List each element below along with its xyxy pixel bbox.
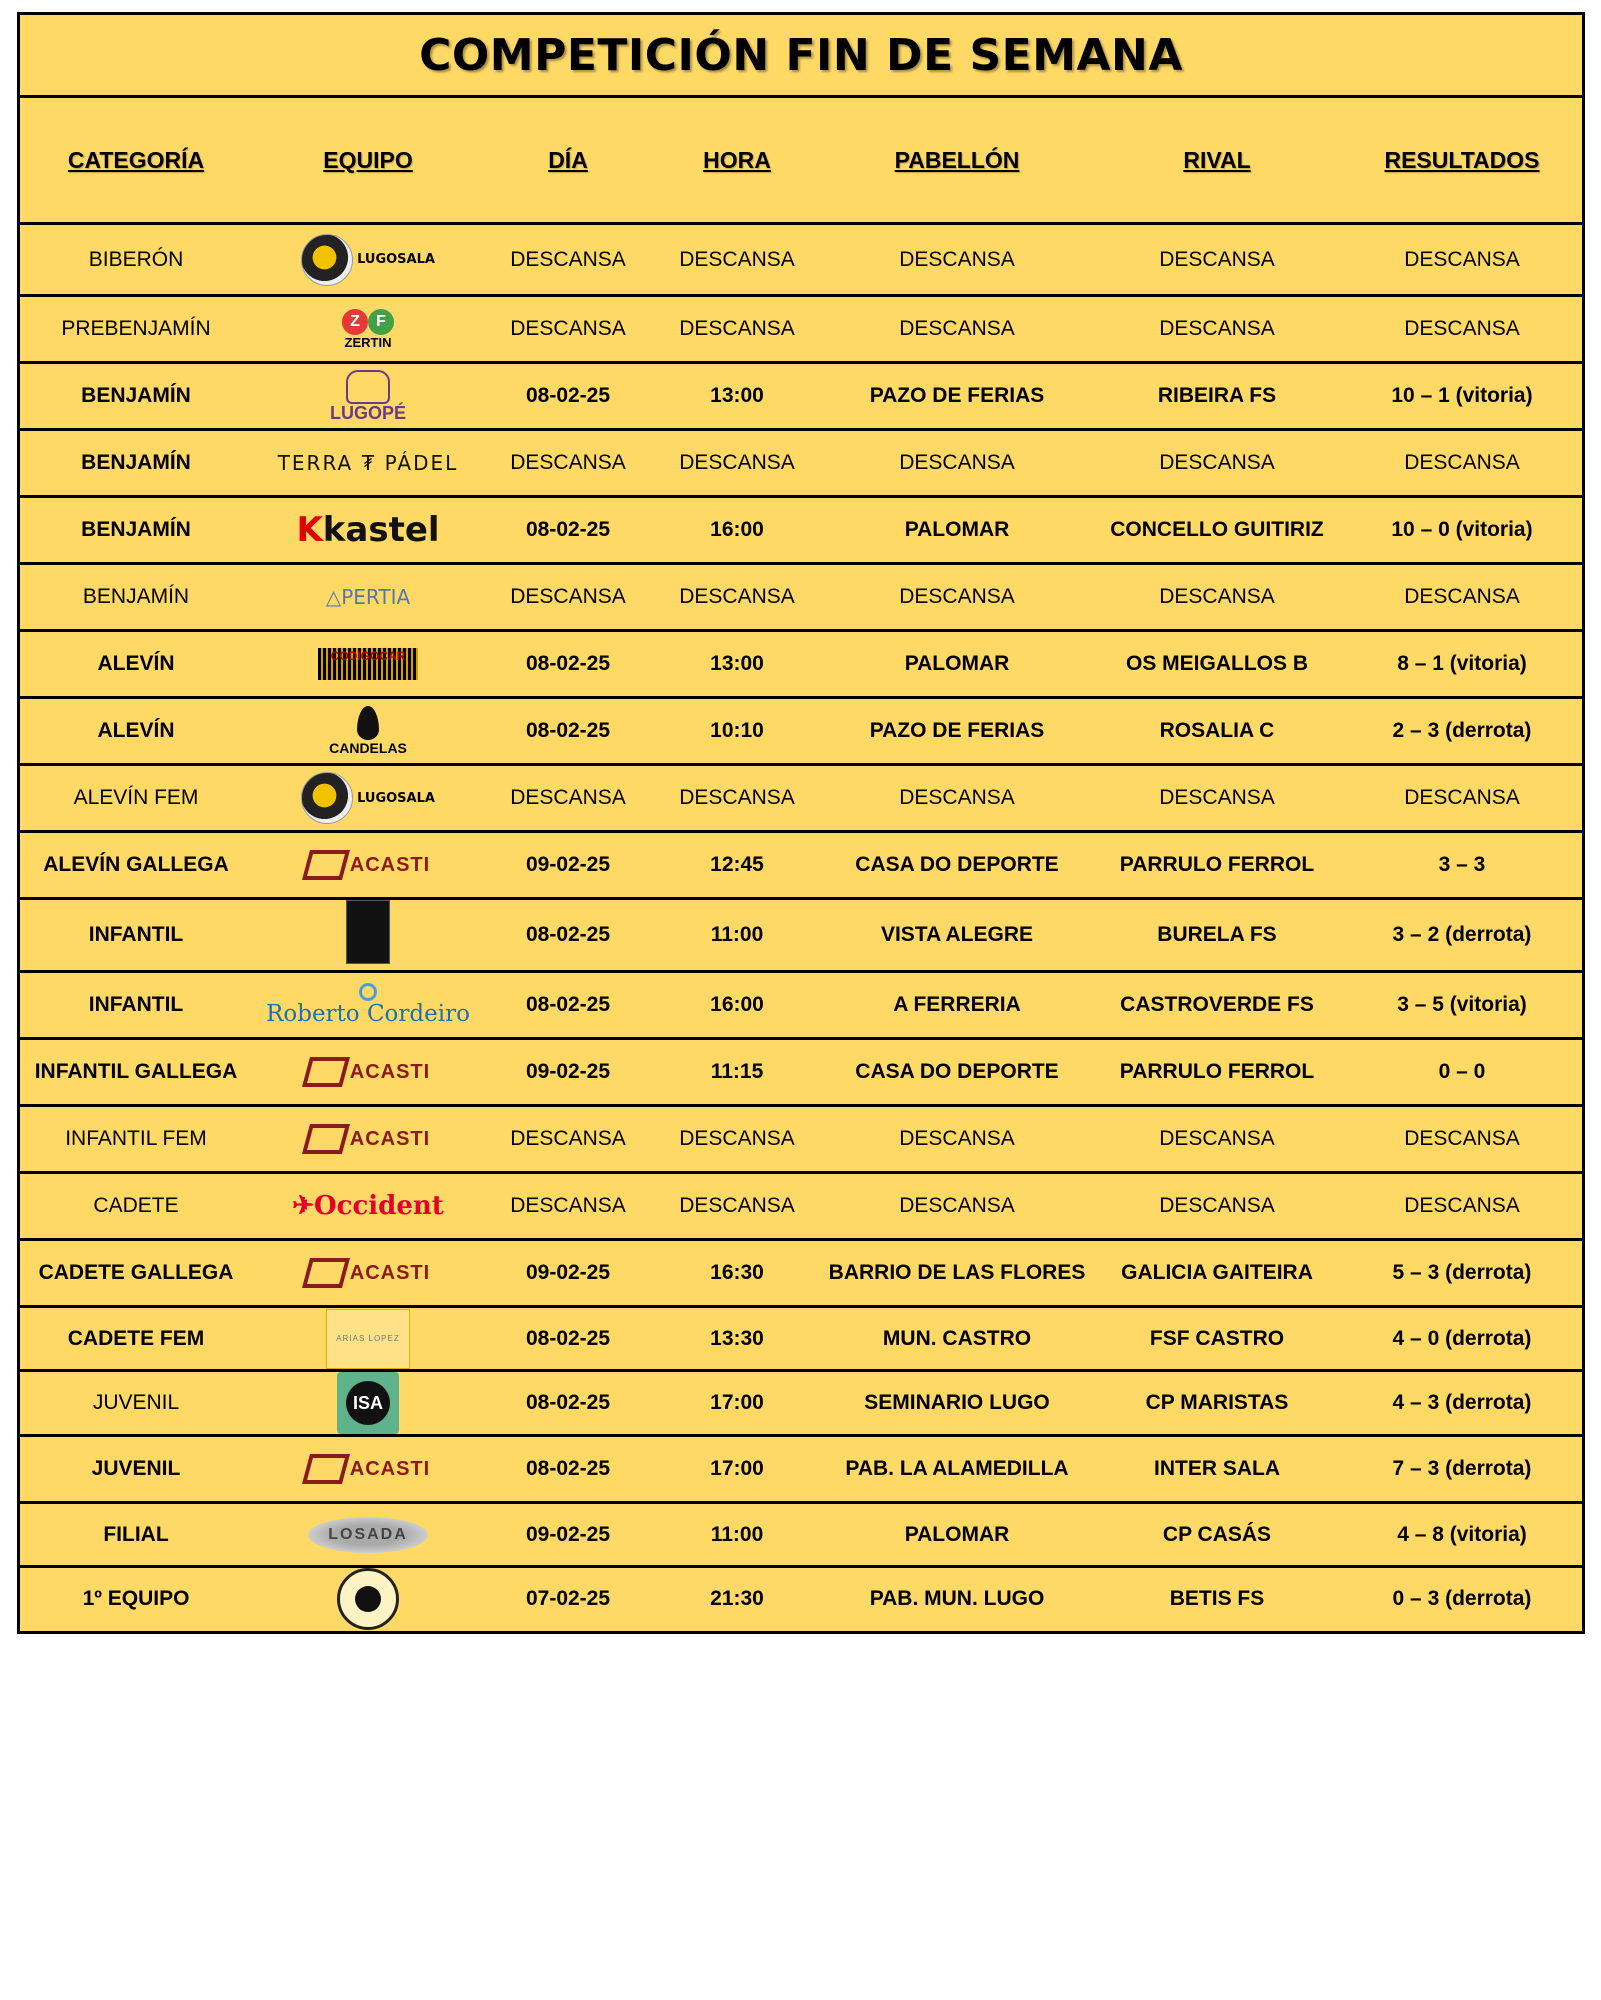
cell-time: DESCANSA [652,296,822,363]
cell-category: PREBENJAMÍN [20,296,252,363]
cell-rival: BURELA FS [1092,899,1342,972]
cell-day: DESCANSA [484,296,652,363]
cell-venue: PALOMAR [822,1503,1092,1567]
cell-rival: INTER SALA [1092,1436,1342,1503]
lugope-emblem-icon [346,370,390,404]
table-row [20,1106,1582,1173]
cell-result: 4 – 0 (derrota) [1342,1307,1582,1371]
lugosala-logo [301,252,435,291]
table-row [20,430,1582,497]
table-row [20,1436,1582,1503]
cell-team-logo [252,1039,484,1106]
cell-rival: CP MARISTAS [1092,1371,1342,1436]
cell-result: 10 – 0 (vitoria) [1342,497,1582,564]
logo-text: ACASTI [349,853,431,876]
cell-day: 08-02-25 [484,1436,652,1503]
table-row [20,698,1582,765]
cell-rival: CONCELLO GUITIRIZ [1092,497,1342,564]
cell-category: ALEVÍN [20,631,252,698]
logo-text: LUGOSALA [357,252,435,267]
cell-category: CADETE [20,1173,252,1240]
cell-team-logo [252,1106,484,1173]
cell-day: 08-02-25 [484,363,652,430]
cell-time: DESCANSA [652,224,822,296]
cell-venue: PALOMAR [822,631,1092,698]
zertin-logo [342,308,394,350]
cell-result: 4 – 8 (vitoria) [1342,1503,1582,1567]
cell-result: 8 – 1 (vitoria) [1342,631,1582,698]
cell-team-logo [252,224,484,296]
lugope-logo [329,386,406,423]
cell-team-logo [252,1436,484,1503]
cell-rival: PARRULO FERROL [1092,1039,1342,1106]
acasti-emblem-icon [302,1454,350,1484]
cell-day: DESCANSA [484,430,652,497]
cell-time: DESCANSA [652,430,822,497]
cell-day: 08-02-25 [484,1307,652,1371]
cell-venue: DESCANSA [822,1173,1092,1240]
cell-result: DESCANSA [1342,1106,1582,1173]
acasti-emblem-icon [302,1258,350,1288]
header-rival: RIVAL [1183,146,1251,173]
losada-logo [308,1521,428,1544]
cell-venue: CASA DO DEPORTE [822,1039,1092,1106]
cell-team-logo [252,430,484,497]
cell-team-logo [252,1173,484,1240]
roberto-emblem-icon [359,983,377,1001]
header-team: EQUIPO [323,146,413,173]
cell-venue: CASA DO DEPORTE [822,832,1092,899]
table-row [20,1307,1582,1371]
cell-category: BENJAMÍN [20,363,252,430]
header-time: HORA [703,146,771,173]
table-row [20,296,1582,363]
cell-result: DESCANSA [1342,224,1582,296]
isa-logo [337,1391,399,1414]
cell-team-logo [252,1567,484,1631]
cell-team-logo [252,631,484,698]
cell-time: 11:00 [652,899,822,972]
cell-rival: DESCANSA [1092,1106,1342,1173]
table-row [20,497,1582,564]
table-row [20,832,1582,899]
cell-time: 16:30 [652,1240,822,1307]
cell-venue: DESCANSA [822,430,1092,497]
cell-category: ALEVÍN FEM [20,765,252,832]
acasti-logo [306,1261,431,1293]
acasti-logo [306,1060,431,1092]
table-row [20,564,1582,631]
cell-team-logo [252,899,484,972]
cell-time: 10:10 [652,698,822,765]
cell-venue: PAZO DE FERIAS [822,363,1092,430]
cell-rival: DESCANSA [1092,296,1342,363]
cell-category: ALEVÍN GALLEGA [20,832,252,899]
cell-category: 1º EQUIPO [20,1567,252,1631]
cell-day: DESCANSA [484,224,652,296]
cell-result: DESCANSA [1342,1173,1582,1240]
logo-text: CODIGOCAR [318,648,418,664]
logo-text: ACASTI [349,1457,431,1480]
acasti-emblem-icon [302,850,350,880]
cell-team-logo [252,1371,484,1436]
cell-time: 17:00 [652,1436,822,1503]
cell-rival: CP CASÁS [1092,1503,1342,1567]
pertia-logo [326,586,410,609]
cell-day: 07-02-25 [484,1567,652,1631]
cell-time: 16:00 [652,972,822,1039]
table-row [20,765,1582,832]
cell-day: 08-02-25 [484,497,652,564]
cell-rival: DESCANSA [1092,1173,1342,1240]
cell-venue: DESCANSA [822,564,1092,631]
acasti-emblem-icon [302,1124,350,1154]
cell-day: 08-02-25 [484,899,652,972]
cell-day: 09-02-25 [484,832,652,899]
roberto-cordeiro-logo [266,983,470,1027]
cell-venue: DESCANSA [822,224,1092,296]
cell-result: 2 – 3 (derrota) [1342,698,1582,765]
kastel-k-icon: K [296,510,323,550]
cell-team-logo [252,564,484,631]
cell-day: 09-02-25 [484,1039,652,1106]
cell-day: 09-02-25 [484,1240,652,1307]
cell-venue: MUN. CASTRO [822,1307,1092,1371]
cell-category: CADETE GALLEGA [20,1240,252,1307]
adc-lugo-sala-crest-icon [337,1568,399,1630]
logo-text: ARIAS LOPEZ [326,1309,410,1369]
cell-category: BENJAMÍN [20,497,252,564]
header-venue: PABELLÓN [894,146,1020,173]
cell-time: 21:30 [652,1567,822,1631]
logo-text: kastel [322,510,440,550]
cell-rival: BETIS FS [1092,1567,1342,1631]
header-category: CATEGORÍA [67,146,205,173]
zertin-emblem-icon: Z F [342,309,394,335]
cell-category: INFANTIL FEM [20,1106,252,1173]
cell-rival: DESCANSA [1092,765,1342,832]
cell-day: 08-02-25 [484,972,652,1039]
barcode-icon [318,664,418,680]
logo-text: ACASTI [349,1261,431,1284]
cell-team-logo [252,1307,484,1371]
cell-rival: GALICIA GAITEIRA [1092,1240,1342,1307]
asteds-logo [346,946,390,969]
cell-venue: DESCANSA [822,765,1092,832]
table-row [20,1173,1582,1240]
cell-result: DESCANSA [1342,564,1582,631]
cell-result: 3 – 2 (derrota) [1342,899,1582,972]
cell-result: DESCANSA [1342,765,1582,832]
cell-team-logo [252,698,484,765]
logo-text: LOSADA [308,1517,428,1553]
cell-team-logo [252,1503,484,1567]
cell-venue: DESCANSA [822,1106,1092,1173]
cell-result: DESCANSA [1342,430,1582,497]
cell-result: 0 – 3 (derrota) [1342,1567,1582,1631]
schedule-sheet [17,12,1585,1634]
cell-day: DESCANSA [484,765,652,832]
kastel-logo [296,510,440,550]
logo-text: ACASTI [349,1060,431,1083]
cell-venue: SEMINARIO LUGO [822,1371,1092,1436]
logo-text: TERRA ₮ PÁDEL [277,451,459,475]
cell-venue: PAB. MUN. LUGO [822,1567,1092,1631]
cell-category: INFANTIL [20,972,252,1039]
cell-category: JUVENIL [20,1371,252,1436]
cell-venue: PALOMAR [822,497,1092,564]
cell-venue: PAB. LA ALAMEDILLA [822,1436,1092,1503]
table-row [20,631,1582,698]
cell-time: 13:00 [652,631,822,698]
occident-logo [292,1191,444,1221]
cell-team-logo [252,1240,484,1307]
cell-category: INFANTIL GALLEGA [20,1039,252,1106]
header-day: DÍA [548,146,588,173]
cell-team-logo [252,972,484,1039]
candelas-logo [329,722,407,756]
page-title: COMPETICIÓN FIN DE SEMANA [419,29,1183,81]
cell-time: 11:00 [652,1503,822,1567]
cell-time: 13:00 [652,363,822,430]
table-row [20,1503,1582,1567]
logo-text: ZERTIN [344,334,392,350]
flame-icon [357,706,379,740]
cell-category: JUVENIL [20,1436,252,1503]
occident-emblem-icon: ✈ [292,1191,314,1221]
acasti-logo [306,1457,431,1489]
cell-time: 11:15 [652,1039,822,1106]
table-row [20,224,1582,296]
cell-rival: ROSALIA C [1092,698,1342,765]
table-row [20,899,1582,972]
terra-padel-logo [278,452,459,475]
cell-rival: PARRULO FERROL [1092,832,1342,899]
logo-text: Roberto Cordeiro [266,1001,470,1027]
cell-result: 3 – 5 (vitoria) [1342,972,1582,1039]
cell-time: 17:00 [652,1371,822,1436]
cell-result: DESCANSA [1342,296,1582,363]
cell-venue: BARRIO DE LAS FLORES [822,1240,1092,1307]
cell-rival: RIBEIRA FS [1092,363,1342,430]
cell-team-logo [252,296,484,363]
cell-category: BIBERÓN [20,224,252,296]
cell-venue: PAZO DE FERIAS [822,698,1092,765]
cell-day: 08-02-25 [484,631,652,698]
table-row [20,1567,1582,1631]
table-row [20,972,1582,1039]
cell-team-logo [252,832,484,899]
cell-category: INFANTIL [20,899,252,972]
cell-rival: DESCANSA [1092,224,1342,296]
cell-result: 4 – 3 (derrota) [1342,1371,1582,1436]
header-row [20,98,1582,224]
acasti-logo [306,1127,431,1159]
acasti-logo [306,853,431,885]
cell-day: 08-02-25 [484,698,652,765]
cell-day: DESCANSA [484,564,652,631]
header-results: RESULTADOS [1384,146,1540,173]
logo-text: CANDELAS [329,740,407,756]
adc-lugo-sala-logo [337,1594,399,1617]
logo-text: LUGOPÉ [329,403,406,423]
logo-text: ACASTI [349,1127,431,1150]
cell-category: FILIAL [20,1503,252,1567]
table-row [20,1240,1582,1307]
cell-time: 13:30 [652,1307,822,1371]
schedule-table [20,98,1582,1631]
cell-result: 10 – 1 (vitoria) [1342,363,1582,430]
logo-text: PERTIA [341,585,411,609]
cell-result: 7 – 3 (derrota) [1342,1436,1582,1503]
cell-result: 3 – 3 [1342,832,1582,899]
cell-time: 12:45 [652,832,822,899]
table-row [20,1371,1582,1436]
cell-category: BENJAMÍN [20,430,252,497]
cell-day: DESCANSA [484,1106,652,1173]
cell-rival: CASTROVERDE FS [1092,972,1342,1039]
cell-venue: DESCANSA [822,296,1092,363]
cell-day: DESCANSA [484,1173,652,1240]
cell-team-logo [252,497,484,564]
cell-rival: OS MEIGALLOS B [1092,631,1342,698]
codigocar-logo [318,642,418,665]
logo-text: Occident [313,1191,444,1221]
table-row [20,363,1582,430]
table-row [20,1039,1582,1106]
lugosala-emblem-icon [301,234,353,286]
cell-day: 08-02-25 [484,1371,652,1436]
cell-team-logo [252,363,484,430]
cell-rival: DESCANSA [1092,564,1342,631]
cell-time: DESCANSA [652,1106,822,1173]
cell-time: DESCANSA [652,765,822,832]
cell-rival: FSF CASTRO [1092,1307,1342,1371]
cell-category: BENJAMÍN [20,564,252,631]
cell-rival: DESCANSA [1092,430,1342,497]
lugosala-emblem-icon [301,772,353,824]
cell-result: 5 – 3 (derrota) [1342,1240,1582,1307]
cell-category: ALEVÍN [20,698,252,765]
pertia-triangle-icon: △ [325,585,342,609]
logo-text: ISA [346,1381,390,1425]
acasti-emblem-icon [302,1057,350,1087]
cell-category: CADETE FEM [20,1307,252,1371]
arias-lopez-logo [326,1323,410,1346]
cell-time: 16:00 [652,497,822,564]
cell-result: 0 – 0 [1342,1039,1582,1106]
cell-venue: A FERRERIA [822,972,1092,1039]
cell-time: DESCANSA [652,564,822,631]
cell-time: DESCANSA [652,1173,822,1240]
logo-text: LUGOSALA [357,790,435,806]
page-title-bar [20,15,1582,98]
cell-day: 09-02-25 [484,1503,652,1567]
lugosala-logo [301,790,435,829]
cell-team-logo [252,765,484,832]
asteds-emblem-icon [346,900,390,964]
cell-venue: VISTA ALEGRE [822,899,1092,972]
